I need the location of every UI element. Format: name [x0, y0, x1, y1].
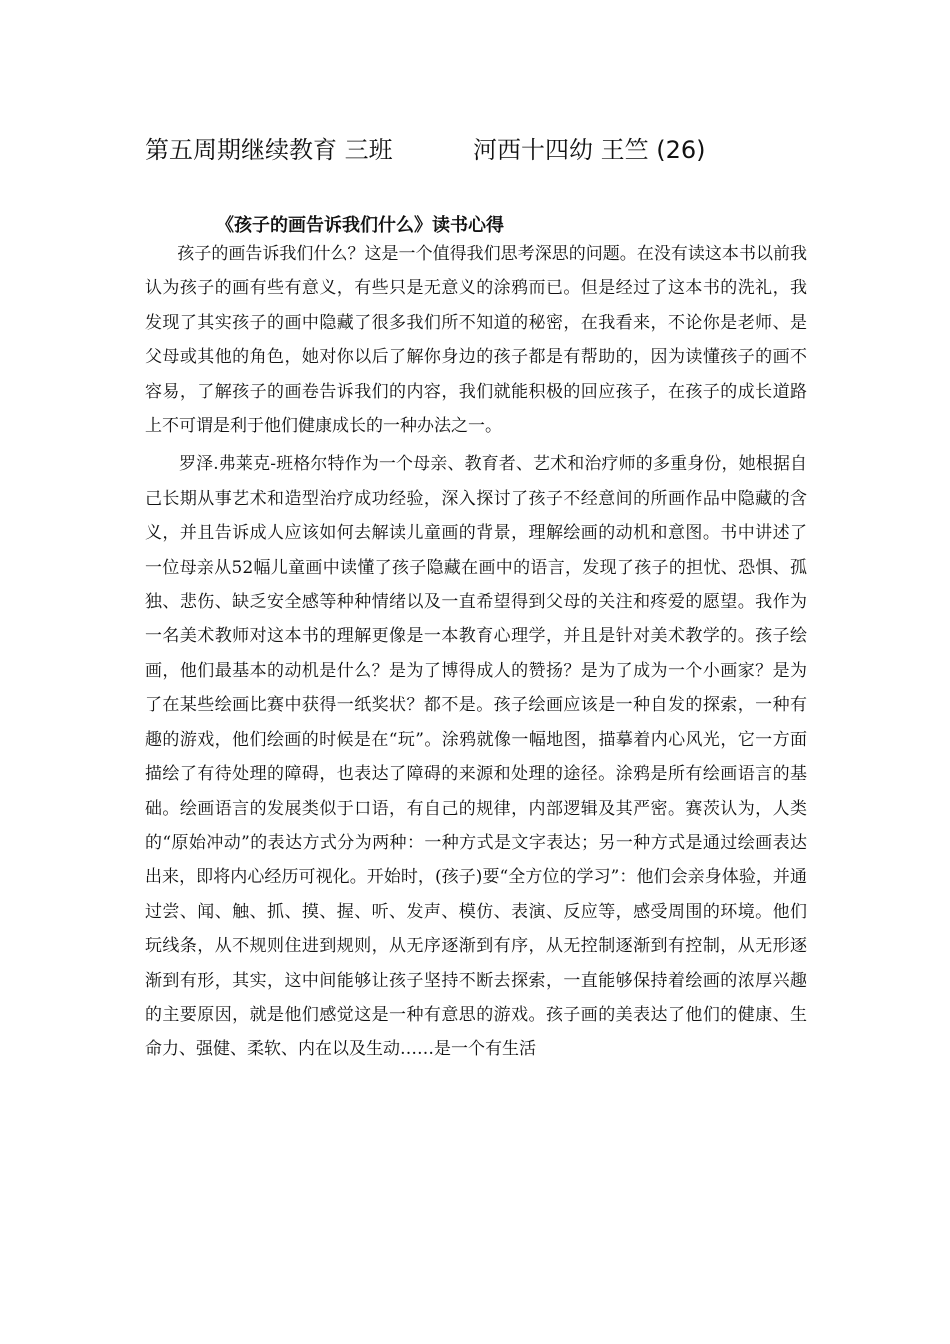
document-header — [145, 130, 825, 170]
paragraph: 罗泽.弗莱克-班格尔特作为一个母亲、教育者、艺术和治疗师的多重身份，她根据自己长期从事艺术和造型治疗成功经验，深入探讨了孩子不经意间的所画作品中隐藏的含义，并且告诉成人应该如何去解读儿童画的背景，理解绘画的动机和意图。书中讲述了一位母亲从52幅儿童画中读懂了孩子隐藏在画中的语言，发现了孩子的担忧、恐惧、孤独、悲伤、缺乏安全感等种种情绪以及一直希望得到父母的关注和疼爱的愿望。我作为一名美术教师对这本书的理解更像是一本教育心理学，并且是针对美术教学的。孩子绘画，他们最基本的动机是什么？是为了博得成人的赞扬？是为了成为一个小画家？是为了在某些绘画比赛中获得一纸奖状？都不是。孩子绘画应该是一种自发的探索，一种有趣的游戏，他们绘画的时候是在“玩”。涂鸦就像一幅地图，描摹着内心风光，它一方面描绘了有待处理的障碍，也表达了障碍的来源和处理的途径。涂鸦是所有绘画语言的基础。绘画语言的发展类似于口语，有自己的规律，内部逻辑及其严密。赛茨认为，人类的“原始冲动”的表达方式分为两种：一种方式是文字表达；另一种方式是通过绘画表达出来，即将内心经历可视化。开始时，(孩子)要“全方位的学习”：他们会亲身体验，并通过尝、闻、触、抓、摸、握、听、发声、模仿、表演、反应等，感受周围的环境。他们玩线条，从不规则住进到规则，从无序逐渐到有序，从无控制逐渐到有控制，从无形逐渐到有形，其实，这中间能够让孩子坚持不断去探索，一直能够保持着绘画的浓厚兴趣的主要原因，就是他们感觉这是一种有意思的游戏。孩子画的美表达了他们的健康、生命力、强健、柔软、内在以及生动……是一个有生活 — [145, 454, 807, 1060]
essay-body — [145, 237, 807, 1067]
author-info: 河西十四幼 王竺 (26) — [473, 136, 706, 164]
paragraph: 孩子的画告诉我们什么？这是一个值得我们思考深思的问题。在没有读这本书以前我认为孩子的画有些有意义，有些只是无意义的涂鸦而已。但是经过了这本书的洗礼，我发现了其实孩子的画中隐藏了很多我们所不知道的秘密，在我看来，不论你是老师、是父母或其他的角色，她对你以后了解你身边的孩子都是有帮助的，因为读懂孩子的画不容易，了解孩子的画卷告诉我们的内容，我们就能积极的回应孩子，在孩子的成长道路上不可谓是利于他们健康成长的一种办法之一。 — [145, 244, 807, 437]
essay-title: 《孩子的画告诉我们什么》读书心得 — [216, 215, 504, 236]
course-info: 第五周期继续教育 三班 — [145, 136, 393, 164]
